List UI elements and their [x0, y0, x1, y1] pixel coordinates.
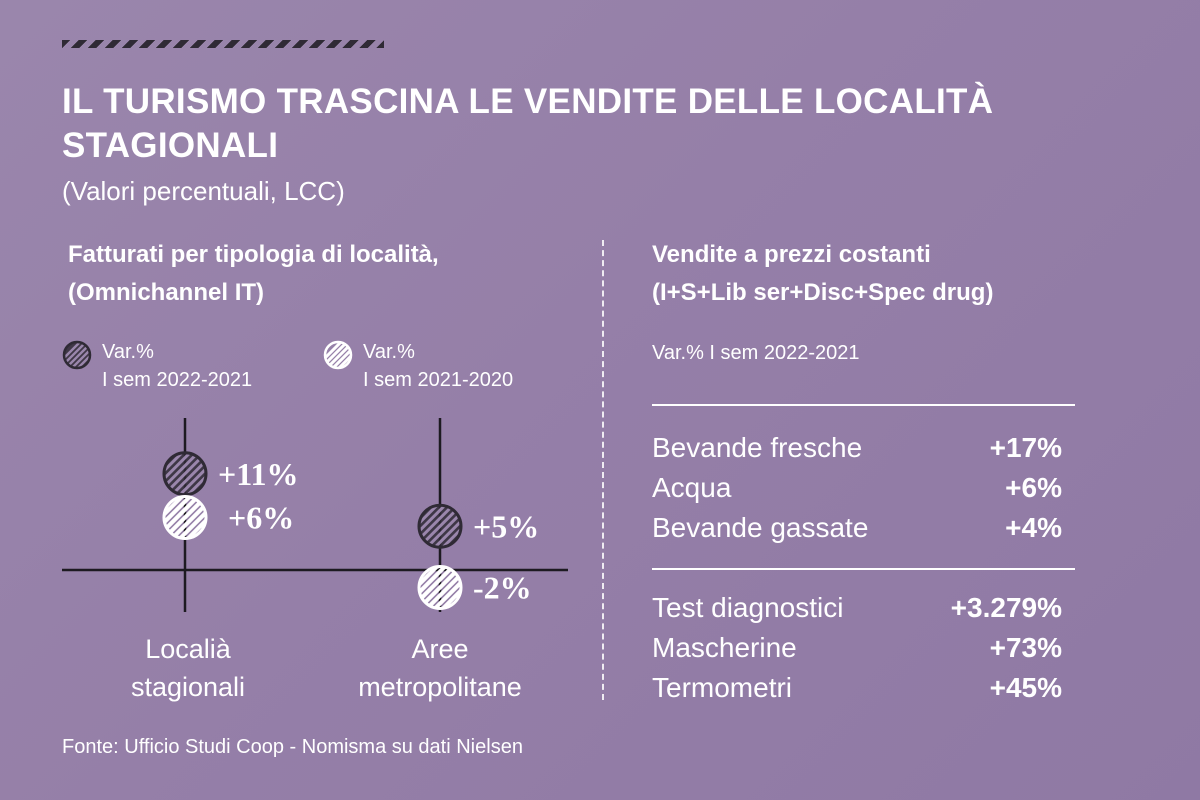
data-label: +5%	[473, 508, 540, 545]
category-1-line2: stagionali	[130, 672, 246, 702]
table-divider-middle	[652, 568, 1075, 570]
right-panel-title-line2: (I+S+Lib ser+Disc+Spec drug)	[652, 279, 994, 306]
table-row	[652, 508, 1062, 548]
page-subtitle: (Valori percentuali, LCC)	[62, 176, 345, 206]
category-label-aree	[330, 630, 550, 706]
data-label: +6%	[228, 499, 295, 536]
table-row	[652, 428, 1062, 468]
legend-2-line2: I sem 2021-2020	[363, 369, 514, 391]
category-2-line1: Aree	[411, 634, 469, 664]
table-row	[652, 468, 1062, 508]
row-label: Test diagnostici	[652, 592, 844, 623]
row-label: Termometri	[652, 672, 793, 703]
right-panel-note: Var.% I sem 2022-2021	[652, 342, 860, 364]
legend-1-line2: I sem 2022-2021	[102, 369, 253, 391]
row-value: +73%	[989, 632, 1062, 663]
beverage-table	[652, 428, 1062, 548]
row-label: Mascherine	[652, 632, 797, 663]
data-label: +11%	[218, 455, 299, 492]
table-row	[652, 668, 1062, 708]
locality-chart	[0, 0, 600, 720]
table-row	[652, 628, 1062, 668]
row-value: +4%	[1005, 512, 1062, 543]
right-panel-title	[652, 236, 1172, 312]
row-label: Bevande fresche	[652, 432, 863, 463]
table-row	[652, 588, 1062, 628]
panel-divider	[602, 240, 604, 700]
row-value: +45%	[989, 672, 1062, 703]
health-products-table	[652, 588, 1062, 708]
legend-2-line1: Var.%	[363, 341, 415, 363]
row-value: +3.279%	[950, 592, 1062, 623]
left-panel-title-line2: (Omnichannel IT)	[68, 279, 265, 306]
category-2-line2: metropolitane	[358, 672, 522, 702]
row-label: Bevande gassate	[652, 512, 869, 543]
row-value: +17%	[989, 432, 1062, 463]
table-divider-top	[652, 404, 1075, 406]
left-panel-title-line1: Fatturati per tipologia di località,	[68, 241, 439, 268]
legend-1-line1: Var.%	[102, 341, 154, 363]
category-1-line1: Localià	[145, 634, 231, 664]
page-title: IL TURISMO TRASCINA LE VENDITE DELLE LOCALITÀ STAGIONALI	[62, 82, 994, 165]
row-value: +6%	[1005, 472, 1062, 503]
data-label: -2%	[473, 569, 532, 606]
category-label-localita	[78, 630, 298, 706]
source-note: Fonte: Ufficio Studi Coop - Nomisma su dati Nielsen	[62, 736, 523, 758]
row-label: Acqua	[652, 472, 732, 503]
right-panel-title-line1: Vendite a prezzi costanti	[652, 241, 931, 268]
